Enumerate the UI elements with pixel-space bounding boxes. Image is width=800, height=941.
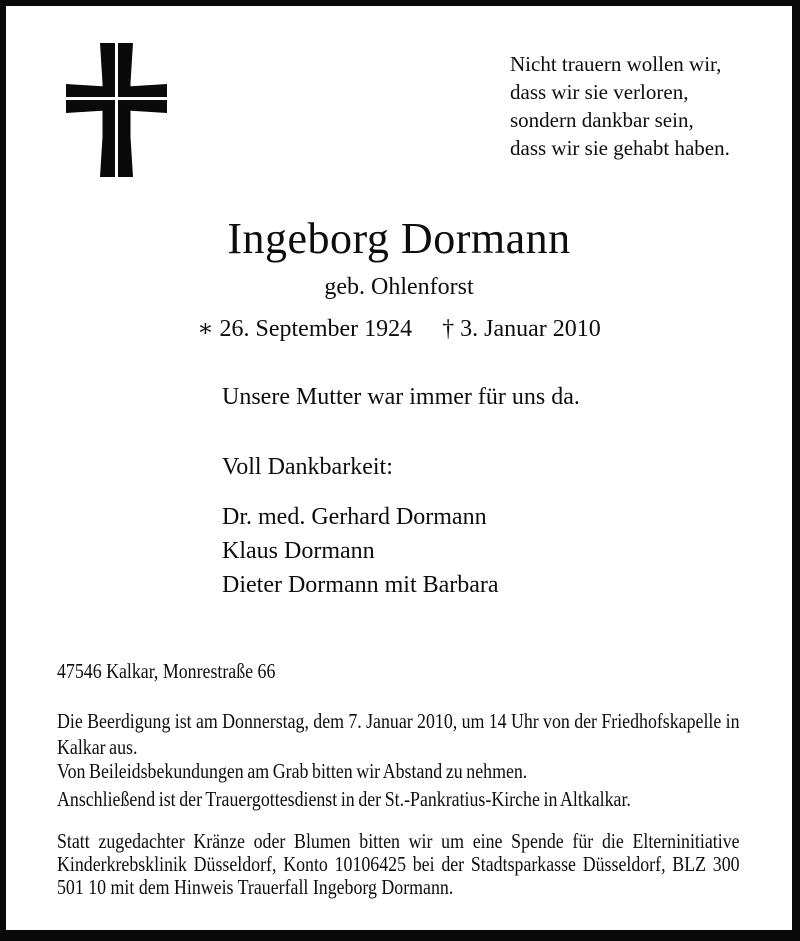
quote-line: Nicht trauern wollen wir, — [510, 52, 722, 76]
deceased-name: Ingeborg Dormann — [227, 214, 571, 263]
memorial-cross-icon — [66, 43, 167, 177]
quote-line: sondern dankbar sein, — [510, 108, 694, 132]
mourner-name: Dr. med. Gerhard Dormann — [222, 504, 487, 530]
life-dates — [6, 314, 792, 344]
quote-line: dass wir sie verloren, — [510, 80, 689, 104]
service-info: Anschließend ist der Trauergottesdienst in der St.-Pankratius-Kirche in Altkalkar. — [57, 787, 631, 811]
funeral-info: Die Beerdigung ist am Donnerstag, dem 7. Januar 2010, um 14 Uhr von der Friedhofskapelle in Kalkar aus. — [57, 709, 740, 759]
quote-line: dass wir sie gehabt haben. — [510, 136, 730, 160]
maiden-name: geb. Ohlenforst — [324, 274, 474, 300]
death-date: † 3. Januar 2010 — [442, 316, 601, 342]
mourner-name: Klaus Dormann — [222, 538, 375, 564]
epitaph-quote — [510, 50, 730, 162]
tribute-line: Unsere Mutter war immer für uns da. — [222, 384, 580, 410]
mourner-name: Dieter Dormann mit Barbara — [222, 572, 499, 598]
birth-date: ∗ 26. September 1924 — [197, 316, 413, 342]
donation-request: Statt zugedachter Kränze oder Blumen bitten wir um eine Spende für die Elterninitiative Kinderkrebsklinik Düsseldorf, Konto 10106425 bei der Stadtsparkasse Düsseldorf, BLZ 300 501 10 mit dem Hinweis Trauerfall Ingeborg Dormann. — [57, 829, 740, 899]
gratitude-label: Voll Dankbarkeit: — [222, 454, 393, 480]
address-line: 47546 Kalkar, Monrestraße 66 — [57, 659, 276, 683]
mourners-list — [222, 500, 499, 602]
condolence-note: Von Beileidsbekundungen am Grab bitten wir Abstand zu nehmen. — [57, 759, 528, 783]
